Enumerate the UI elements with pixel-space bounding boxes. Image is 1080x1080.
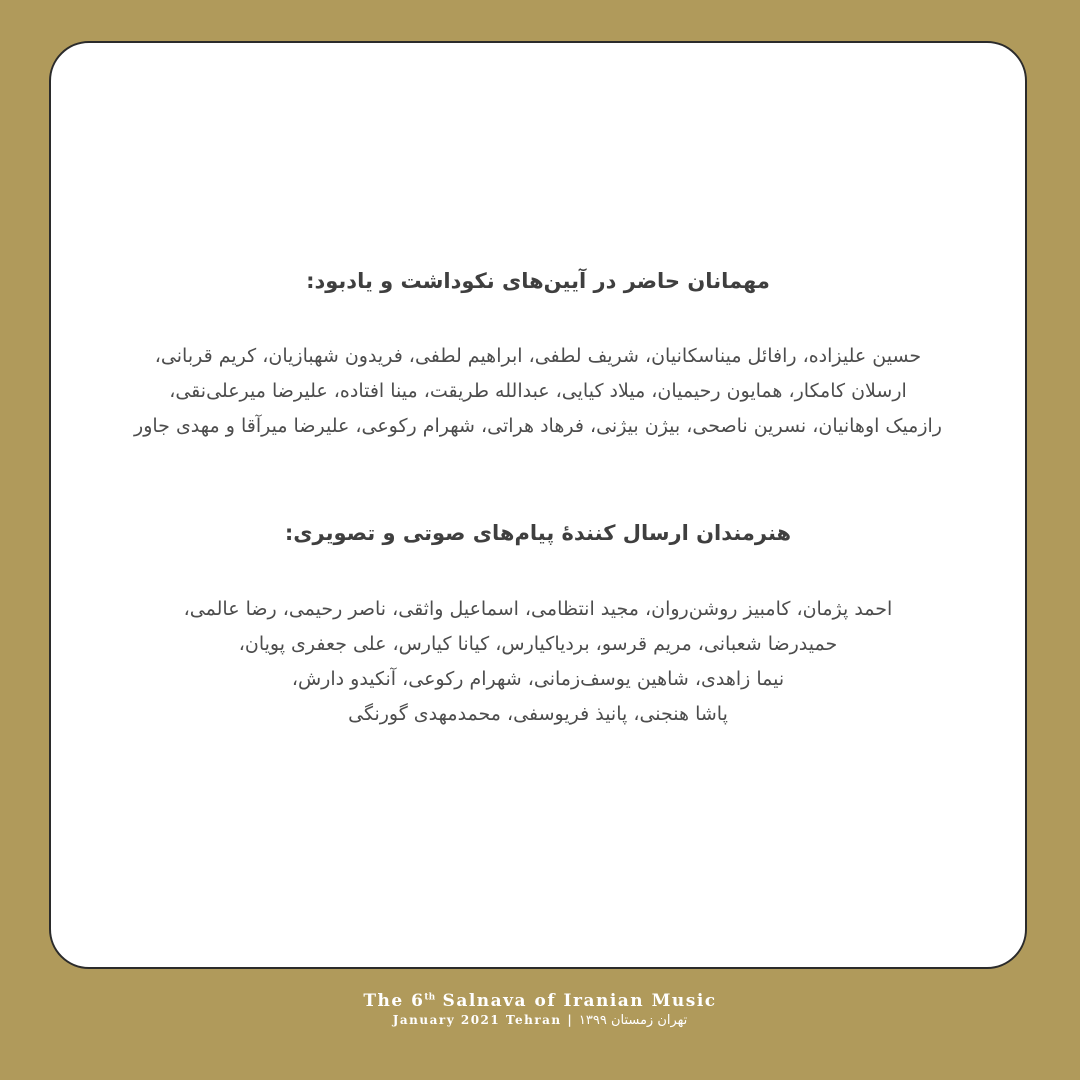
event-title-ordinal: th — [424, 992, 436, 1003]
names-line: رازمیک اوهانیان، نسرین ناصحی، بیژن بیژنی، فرهاد هراتی، شهرام رکوعی، علیرضا میرآقا و مهدی جاور — [134, 415, 942, 437]
section-heading-guests — [51, 269, 1025, 293]
names-line: احمد پژمان، کامبیز روشن‌روان، مجید انتظامی، اسماعیل واثقی، ناصر رحیمی، رضا عالمی، — [183, 598, 893, 620]
artist-names-list — [51, 592, 1025, 732]
event-date-fa: تهران زمستان ۱۳۹۹ — [578, 1013, 688, 1028]
event-title-pre: The 6 — [363, 991, 425, 1011]
names-line: حسین علیزاده، رافائل میناسکانیان، شریف لطفی، ابراهیم لطفی، فریدون شهبازیان، کریم قربانی، — [154, 345, 922, 367]
guest-names-list — [51, 339, 1025, 444]
event-date-location — [0, 1013, 1080, 1028]
event-title-post: Salnava of Iranian Music — [435, 991, 717, 1011]
names-line: ارسلان کامکار، همایون رحیمیان، میلاد کیایی، عبدالله طریقت، مینا افتاده، علیرضا میرعلی‌نقی، — [169, 380, 907, 402]
names-line: نیما زاهدی، شاهین یوسف‌زمانی، شهرام رکوعی، آنکیدو دارش، — [291, 668, 785, 690]
footer — [0, 991, 1080, 1028]
event-title — [0, 991, 1080, 1011]
heading-text: هنرمندان ارسال کنندهٔ پیام‌های صوتی و تصویری: — [284, 521, 792, 545]
names-line: حمیدرضا شعبانی، مریم قرسو، بردیاکیارس، کیانا کیارس، علی جعفری پویان، — [238, 633, 838, 655]
names-line: پاشا هنجنی، پانیذ فریوسفی، محمدمهدی گورنگی — [348, 703, 728, 725]
section-heading-message-senders — [51, 521, 1025, 545]
event-date-en: January 2021 Tehran | — [392, 1013, 579, 1027]
heading-text: مهمانان حاضر در آیین‌های نکوداشت و یادبود: — [306, 269, 770, 293]
content-card — [49, 41, 1027, 969]
